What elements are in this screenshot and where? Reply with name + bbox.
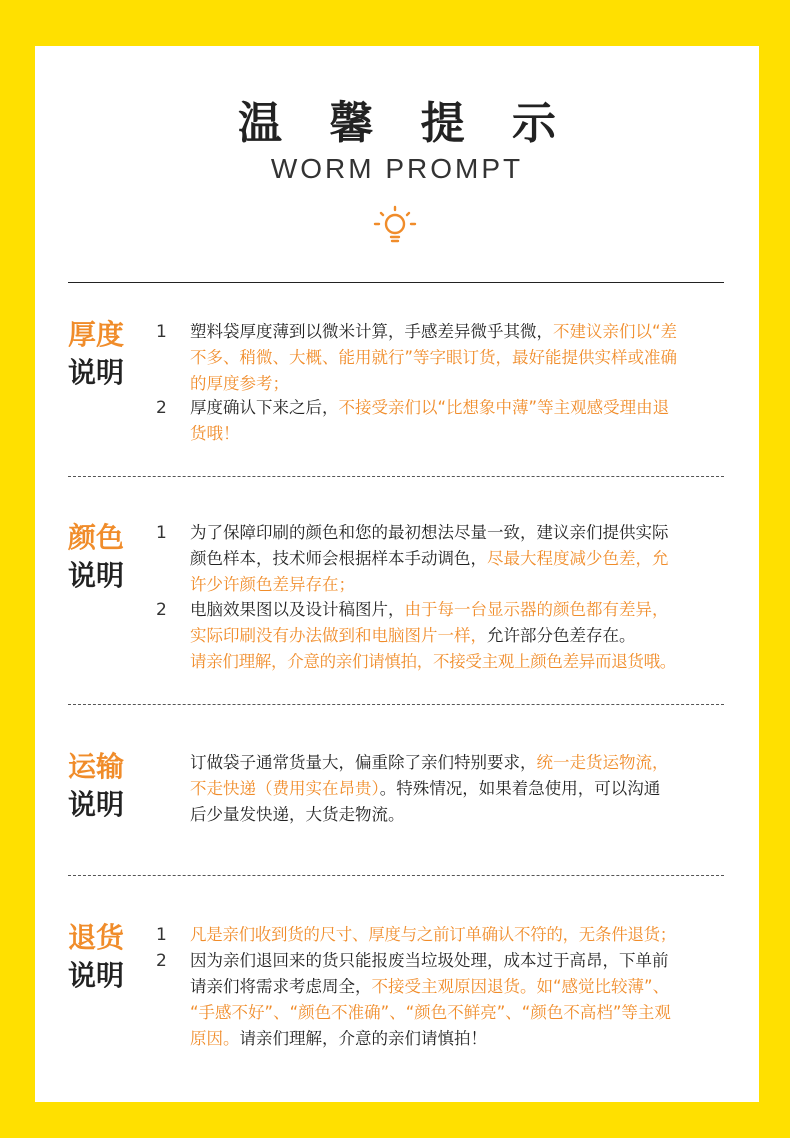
section-divider [68, 704, 724, 705]
item-text-highlight: 不接受主观原因退货。如“感觉比较薄”、 [371, 977, 670, 996]
item-text-highlight: 凡是亲们收到货的尺寸、厚度与之前订单确认不符的，无条件退货； [190, 925, 677, 944]
item-text-part: 请亲们将需求考虑周全， [190, 977, 372, 996]
item-text-part: 电脑效果图以及设计稿图片， [190, 600, 405, 619]
item-text [190, 922, 735, 948]
item-text-highlight: 不建议亲们以“差 [553, 322, 678, 341]
item-text-highlight: 原因。 [190, 1029, 240, 1048]
item-text [190, 750, 730, 828]
item-text-part: 为了保障印刷的颜色和您的最初想法尽量一致，建议亲们提供实际 [190, 523, 669, 542]
item-text [190, 948, 730, 1052]
item-text [190, 597, 735, 675]
item-number: 1 [156, 925, 167, 945]
item-number: 2 [156, 600, 167, 620]
section-label-line2: 说明 [68, 788, 125, 821]
header-divider [68, 282, 724, 283]
item-text-highlight: 的厚度参考； [190, 374, 289, 393]
item-text-highlight: 许少许颜色差异存在； [190, 575, 355, 594]
item-text-part: 请亲们理解，介意的亲们请慎拍！ [239, 1029, 487, 1048]
item-text-highlight: 货哦！ [190, 424, 240, 443]
section-label-shipping [68, 748, 138, 824]
item-text-part: 厚度确认下来之后， [190, 398, 339, 417]
item-text-part: 订做袋子通常货量大，偏重除了亲们特别要求， [190, 753, 537, 772]
item-text-part: 颜色样本，技术师会根据样本手动调色， [190, 549, 487, 568]
section-label-color [68, 519, 138, 595]
item-number: 2 [156, 398, 167, 418]
item-text-highlight: “手感不好”、“颜色不准确”、“颜色不鲜亮”、“颜色不高档”等主观 [190, 1003, 671, 1022]
item-number: 1 [156, 322, 167, 342]
item-text-highlight: 尽最大程度减少色差，允 [487, 549, 669, 568]
item-text [190, 395, 730, 447]
item-text [190, 520, 730, 598]
notice-card [35, 46, 759, 1102]
section-label-line2: 说明 [68, 356, 125, 389]
item-text-highlight: 不走快递（费用实在昂贵） [190, 779, 380, 798]
item-text-highlight: 不多、稍微、大概、能用就行”等字眼订货，最好能提供实样或准确 [190, 348, 678, 367]
item-text-highlight: 由于每一台显示器的颜色都有差异， [404, 600, 669, 619]
item-text-highlight: 不接受亲们以“比想象中薄”等主观感受理由退 [338, 398, 670, 417]
section-label-line2: 说明 [68, 559, 125, 592]
item-text-highlight: 请亲们理解，介意的亲们请慎拍，不接受主观上颜色差异而退货哦。 [190, 652, 677, 671]
section-divider [68, 476, 724, 477]
item-number: 1 [156, 523, 167, 543]
section-label-thickness [68, 316, 138, 392]
section-label-line2: 说明 [68, 959, 125, 992]
section-label-line1: 运输 [68, 750, 125, 783]
page-title: 温 馨 提 示 [238, 98, 572, 149]
item-text-highlight: 统一走货运物流， [536, 753, 669, 772]
section-label-line1: 颜色 [68, 521, 125, 554]
item-text [190, 319, 730, 397]
section-label-return [68, 919, 138, 995]
item-text-part: 因为亲们退回来的货只能报废当垃圾处理，成本过于高昂，下单前 [190, 951, 669, 970]
item-text-part: 后少量发快递，大货走物流。 [190, 805, 405, 824]
section-label-line1: 厚度 [68, 318, 125, 351]
item-text-part: 允许部分色差存在。 [487, 626, 636, 645]
item-text-part: 。特殊情况，如果着急使用，可以沟通 [379, 779, 661, 798]
sun-bulb-icon [372, 204, 418, 250]
page-subtitle: WORM PROMPT [270, 153, 524, 184]
item-text-part: 塑料袋厚度薄到以微米计算，手感差异微乎其微， [190, 322, 553, 341]
section-divider [68, 875, 724, 876]
section-label-line1: 退货 [68, 921, 125, 954]
item-text-highlight: 实际印刷没有办法做到和电脑图片一样， [190, 626, 487, 645]
item-number: 2 [156, 951, 167, 971]
